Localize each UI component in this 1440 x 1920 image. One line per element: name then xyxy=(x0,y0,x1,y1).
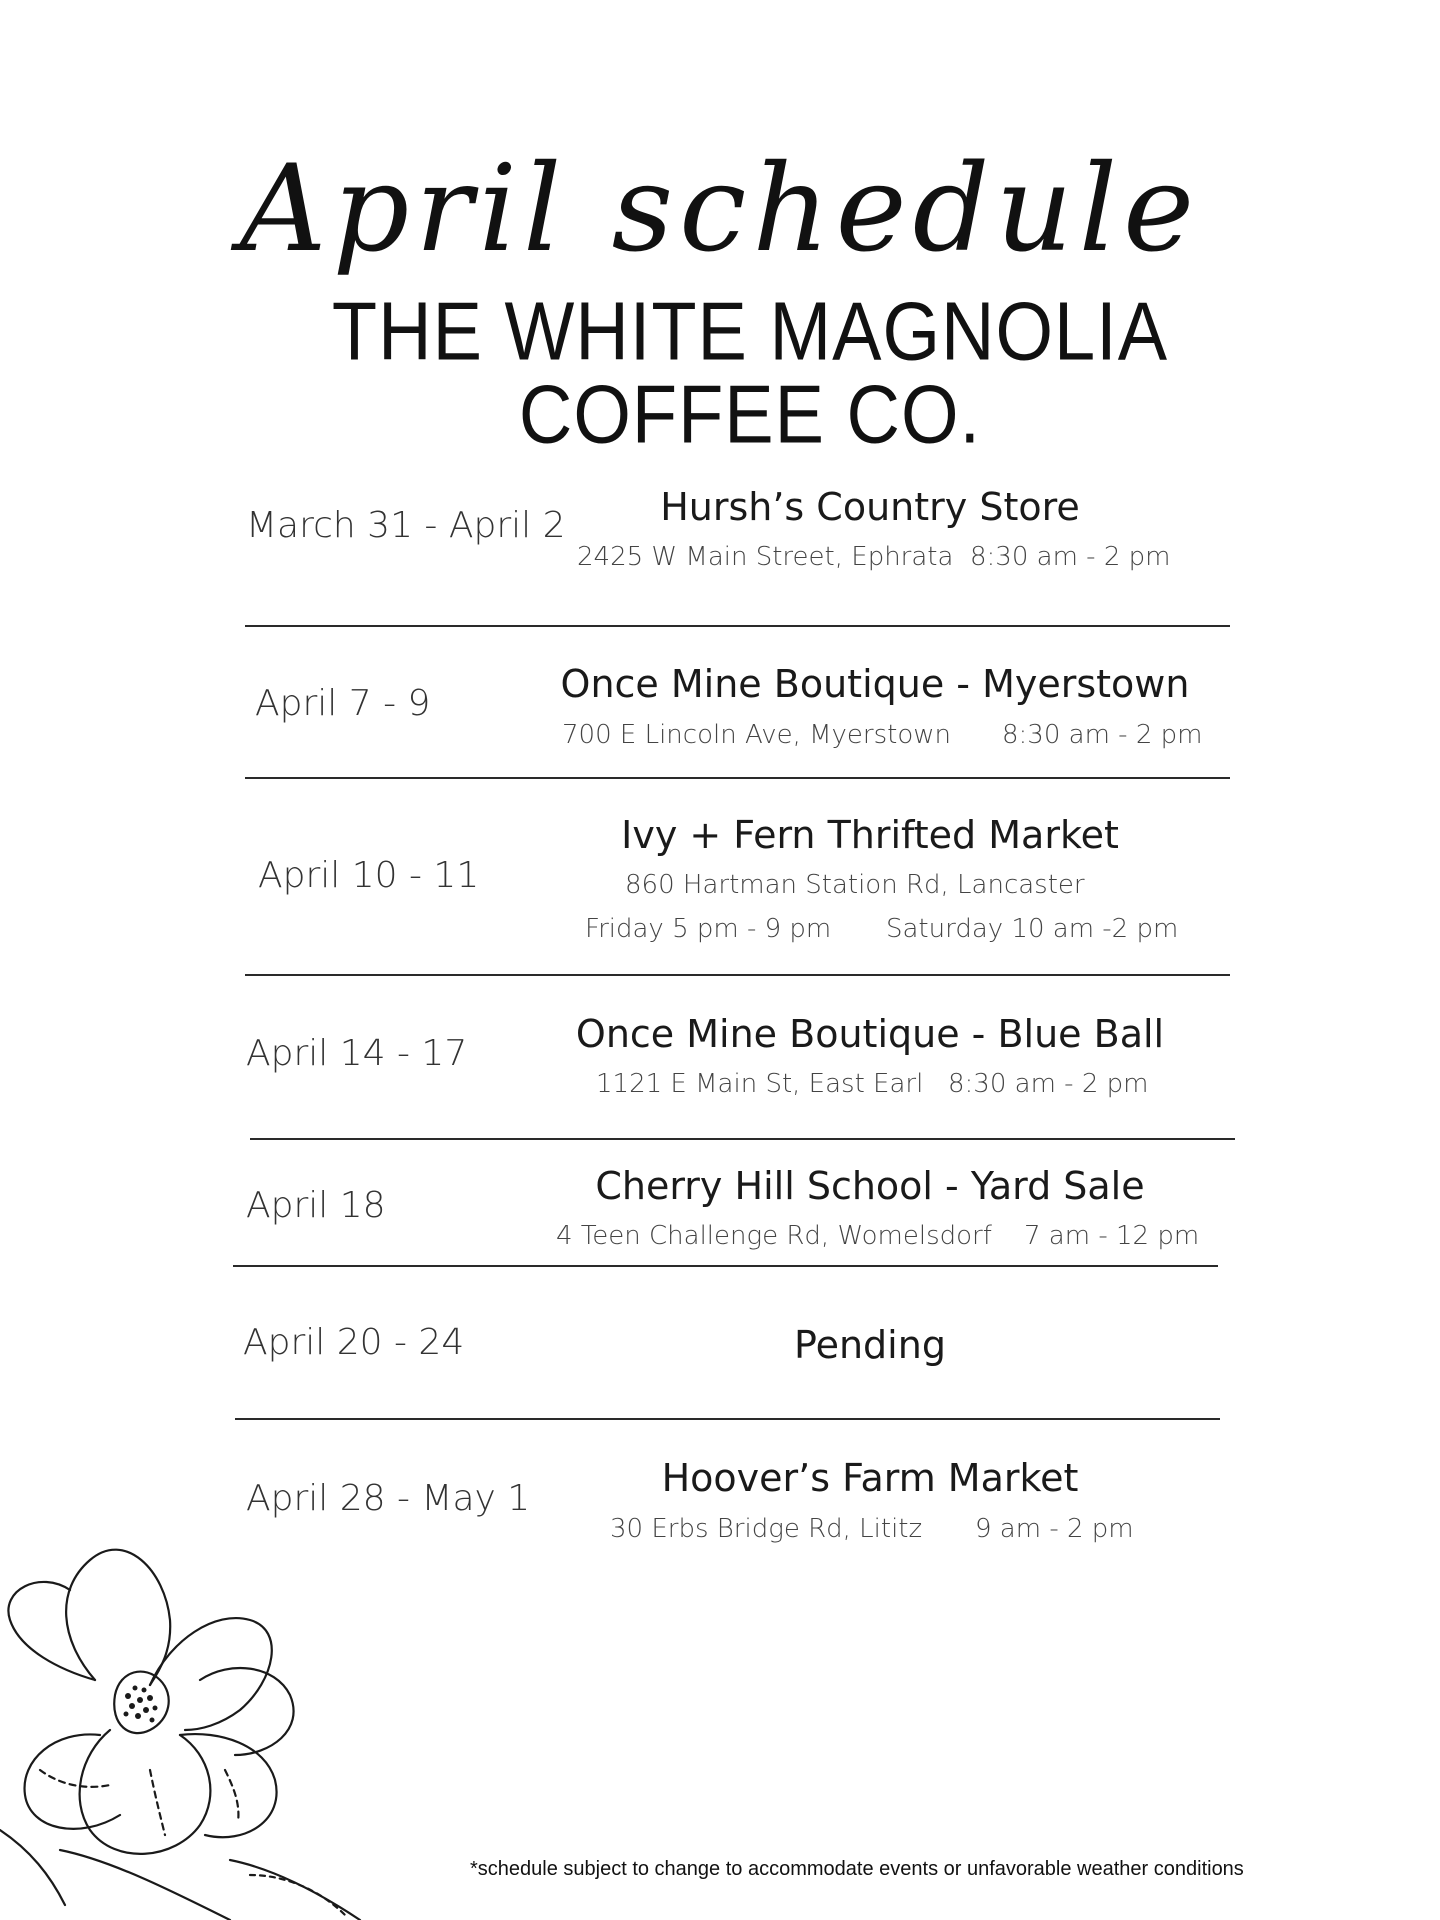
event-hours: 8:30 am - 2 pm xyxy=(1002,720,1203,750)
event-date: April 28 - May 1 xyxy=(246,1478,531,1519)
event-date: April 20 - 24 xyxy=(243,1322,465,1363)
event-address: 4 Teen Challenge Rd, Womelsdorf xyxy=(556,1221,992,1251)
event-address: 860 Hartman Station Rd, Lancaster xyxy=(625,870,1085,900)
event-venue: Ivy + Fern Thrifted Market xyxy=(621,813,1119,857)
event-hours-saturday: Saturday 10 am -2 pm xyxy=(886,914,1179,944)
divider xyxy=(245,777,1230,779)
divider xyxy=(233,1265,1218,1267)
event-hours: 7 am - 12 pm xyxy=(1024,1221,1200,1251)
script-title: April schedule xyxy=(239,140,1201,279)
event-venue: Once Mine Boutique - Blue Ball xyxy=(575,1012,1165,1056)
event-address: 30 Erbs Bridge Rd, Lititz xyxy=(610,1514,923,1544)
event-date: April 7 - 9 xyxy=(255,683,431,724)
event-hours-friday: Friday 5 pm - 9 pm xyxy=(585,914,832,944)
event-date: April 14 - 17 xyxy=(246,1033,468,1074)
brand-title: THE WHITE MAGNOLIA COFFEE CO. xyxy=(331,284,1169,461)
magnolia-flower-icon xyxy=(0,1530,380,1920)
event-venue: Once Mine Boutique - Myerstown xyxy=(560,662,1190,706)
event-venue: Hursh’s Country Store xyxy=(660,485,1080,529)
divider xyxy=(250,1138,1235,1140)
divider xyxy=(235,1418,1220,1420)
event-address: 2425 W Main Street, Ephrata xyxy=(577,542,954,572)
event-address: 1121 E Main St, East Earl xyxy=(596,1069,924,1099)
event-address: 700 E Lincoln Ave, Myerstown xyxy=(562,720,952,750)
divider xyxy=(245,625,1230,627)
event-venue: Pending xyxy=(794,1323,946,1367)
event-hours: 8:30 am - 2 pm xyxy=(970,542,1171,572)
event-date: April 18 xyxy=(246,1185,386,1226)
divider xyxy=(245,974,1230,976)
event-venue: Cherry Hill School - Yard Sale xyxy=(595,1164,1145,1208)
event-hours: 8:30 am - 2 pm xyxy=(948,1069,1149,1099)
event-hours: 9 am - 2 pm xyxy=(975,1514,1134,1544)
schedule-footnote: *schedule subject to change to accommodate events or unfavorable weather conditions xyxy=(470,1858,1244,1880)
event-date: March 31 - April 2 xyxy=(246,505,566,546)
event-date: April 10 - 11 xyxy=(258,855,480,896)
event-venue: Hoover’s Farm Market xyxy=(661,1456,1079,1500)
